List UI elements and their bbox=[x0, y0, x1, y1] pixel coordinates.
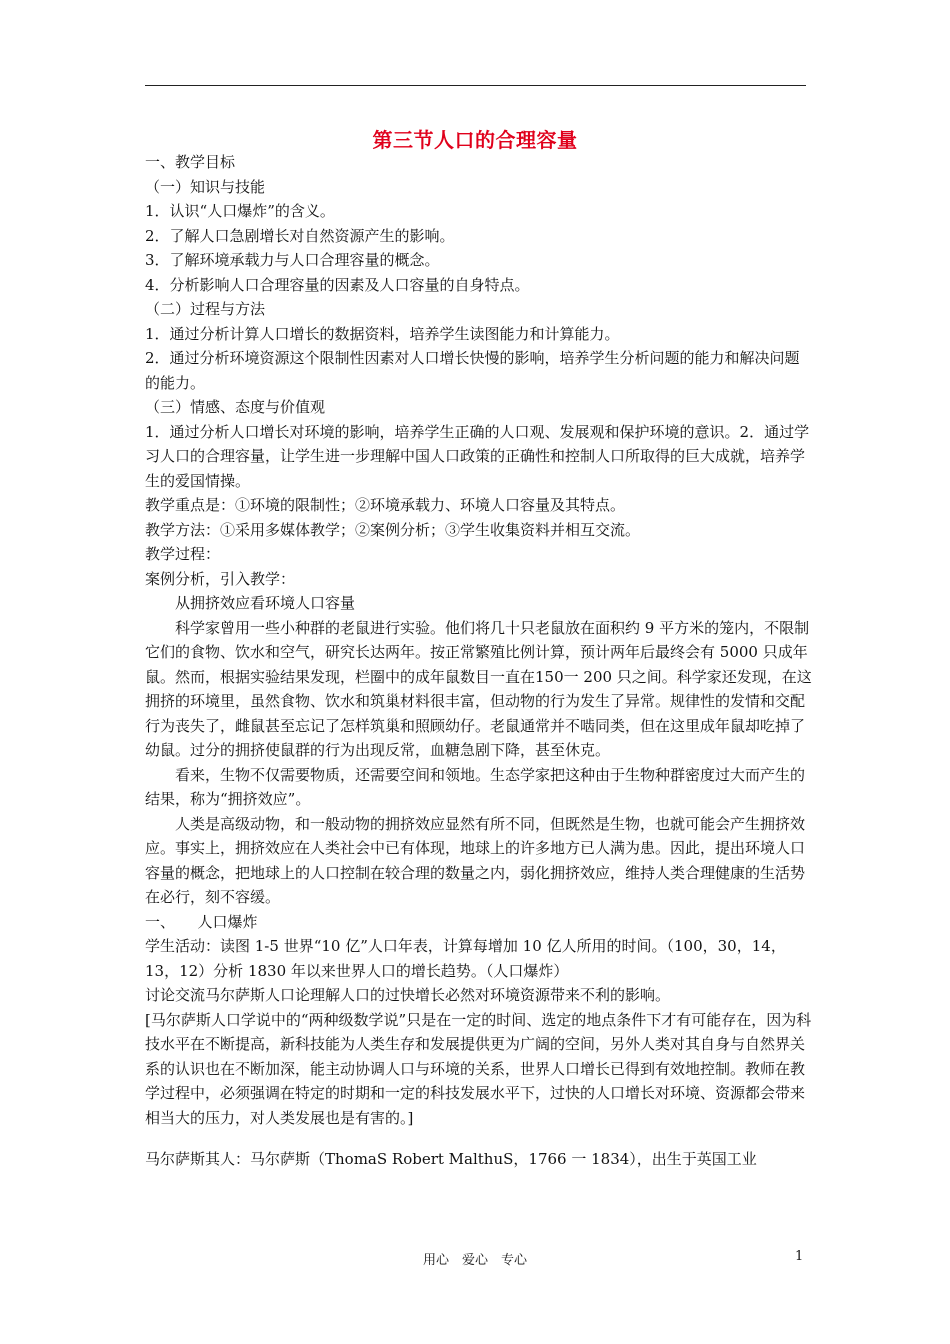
paragraph: 讨论交流马尔萨斯人口论理解人口的过快增长必然对环境资源带来不利的影响。 bbox=[145, 986, 671, 1004]
student-activity: 学生活动：读图 1-5 世界“10 亿”人口年表，计算每增加 10 亿人所用的时间。（100，30，14，13，12）分析 1830 年以来世界人口的增长趋势。（人口爆炸） bbox=[145, 937, 786, 980]
list-item: 2．了解人口急剧增长对自然资源产生的影响。 bbox=[145, 226, 455, 245]
case-intro: 案例分析，引入教学： bbox=[145, 569, 296, 588]
paragraph: 看来，生物不仅需要物质，还需要空间和领地。生态学家把这种由于生物种群密度过大而产生的结果，称为“拥挤效应”。 bbox=[145, 765, 806, 808]
section-heading: 一、 人口爆炸 bbox=[145, 912, 258, 931]
subsection-heading: （一）知识与技能 bbox=[145, 177, 266, 196]
key-points: 教学重点是：①环境的限制性；②环境承载力、环境人口容量及其特点。 bbox=[145, 496, 626, 514]
list-item: 2．通过分析环境资源这个限制性因素对人口增长快慢的影响，培养学生分析问题的能力和解决问题的能力。 bbox=[145, 349, 800, 392]
subsection-heading: （三）情感、态度与价值观 bbox=[145, 398, 326, 416]
list-item: 4．分析影响人口合理容量的因素及人口容量的自身特点。 bbox=[145, 275, 530, 294]
footer-text: 用心 爱心 专心 bbox=[422, 1253, 527, 1268]
section-heading: 一、教学目标 bbox=[145, 153, 236, 171]
teaching-process-label: 教学过程： bbox=[145, 545, 221, 563]
bracket-note: [马尔萨斯人口学说中的“两种级数学说”只是在一定的时间、选定的地点条件下才有可能存在，因为科技水平在不断提高，新科技能为人类生存和发展提供更为广阔的空间，另外人类对其自身与自然界关系的认识也在不断加深，能主动协调人口与环境的关系，世界人口增长已得到有效地控制。教师在教学过程中，必须强调在特定的时期和一定的科技发展水平下，过快的人口增长对环境、资源都会带来相当大的压力，对人类发展也是有害的。] bbox=[145, 1010, 812, 1127]
blank-line bbox=[145, 1130, 813, 1147]
list-item: 1．通过分析人口增长对环境的影响，培养学生正确的人口观、发展观和保护环境的意识。2．通过学习人口的合理容量，让学生进一步理解中国人口政策的正确性和控制人口所取得的巨大成就，培养学生的爱国情操。 bbox=[145, 422, 810, 490]
paragraph: 马尔萨斯其人：马尔萨斯（ThomaS Robert MalthuS，1766 一 1834），出生于英国工业 bbox=[145, 1150, 757, 1168]
paragraph: 人类是高级动物，和一般动物的拥挤效应显然有所不同，但既然是生物，也就可能会产生拥挤效应。事实上，拥挤效应在人类社会中已有体现，地球上的许多地方已人满为患。因此，提出环境人口容量的概念，把地球上的人口控制在较合理的数量之内，弱化拥挤效应，维持人类合理健康的生活势在必行，刻不容缓。 bbox=[145, 814, 806, 906]
list-item: 1．通过分析计算人口增长的数据资料，培养学生读图能力和计算能力。 bbox=[145, 324, 620, 343]
subsection-heading: （二）过程与方法 bbox=[145, 300, 266, 318]
document-title: 第三节人口的合理容量 bbox=[372, 128, 578, 152]
teaching-methods: 教学方法：①采用多媒体教学；②案例分析；③学生收集资料并相互交流。 bbox=[145, 520, 641, 539]
list-item: 1．认识“人口爆炸”的含义。 bbox=[145, 202, 335, 220]
list-item: 3．了解环境承载力与人口合理容量的概念。 bbox=[145, 251, 440, 269]
case-title: 从拥挤效应看环境人口容量 bbox=[175, 594, 356, 612]
page-number: 1 bbox=[795, 1249, 804, 1264]
document-body bbox=[145, 150, 813, 1172]
paragraph: 科学家曾用一些小种群的老鼠进行实验。他们将几十只老鼠放在面积约 9 平方米的笼内，不限制它们的食物、饮水和空气，研究长达两年。按正常繁殖比例计算，预计两年后最终会有 5000 只成年鼠。然而，根据实验结果发现，栏圈中的成年鼠数目一直在150一 200 只之间。科学家还发现，在这拥挤的环境里，虽然食物、饮水和筑巢材料很丰富，但动物的行为发生了异常。规律性的发情和交配行为丧失了，雌鼠甚至忘记了怎样筑巢和照顾幼仔。老鼠通常并不啮同类，但在这里成年鼠却吃掉了幼鼠。过分的拥挤使鼠群的行为出现反常，血糖急剧下降，甚至休克。 bbox=[145, 618, 812, 759]
header-rule bbox=[145, 85, 806, 86]
